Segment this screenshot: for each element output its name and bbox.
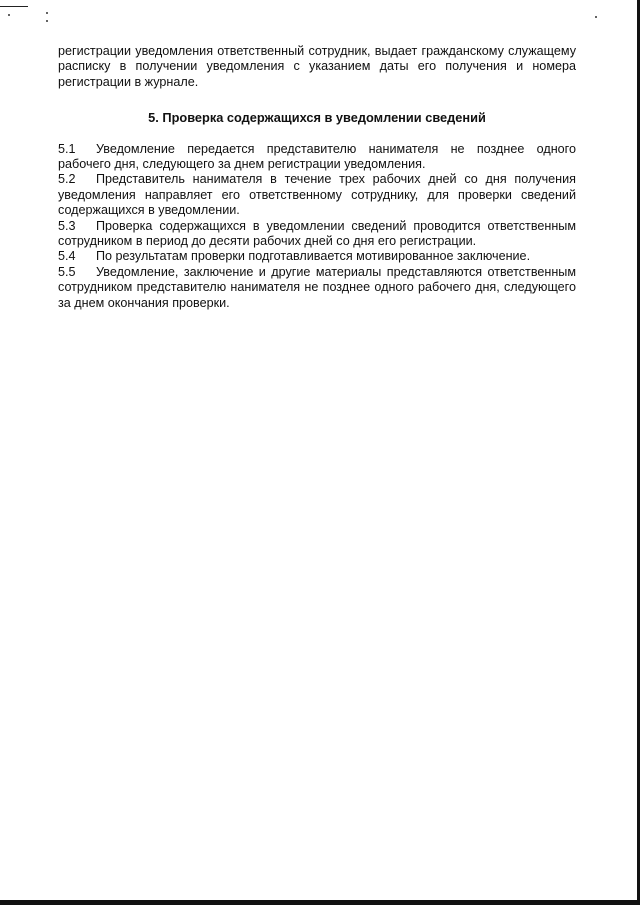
scan-artifact-line (0, 6, 28, 7)
item-text: По результатам проверки подготавливается мотивированное заключение. (96, 249, 531, 264)
item-text: Уведомление, заключение и другие материалы представляются ответственным сотрудником представителю нанимателя не позднее одного рабочего дня, следующего за днем окончания проверки. (58, 264, 576, 310)
item-number: 5.1 (58, 141, 76, 156)
list-item (58, 172, 576, 218)
item-text: Уведомление передается представителю нанимателя не позднее одного рабочего дня, следующего за днем регистрации уведомления. (58, 141, 576, 172)
scan-artifact-dot (46, 20, 48, 22)
scan-artifact-dot (46, 12, 48, 14)
scan-artifact-dot (8, 14, 10, 16)
scan-artifact-dot (595, 16, 597, 18)
numbered-list (58, 142, 576, 311)
item-text: Представитель нанимателя в течение трех рабочих дней со дня получения уведомления направляет его ответственному сотруднику, для проверки сведений содержащихся в уведомлении. (58, 172, 576, 218)
scan-edge-bottom (0, 900, 640, 905)
item-number: 5.5 (58, 264, 76, 279)
list-item (58, 249, 576, 264)
list-item (58, 265, 576, 311)
list-item (58, 219, 576, 250)
list-item (58, 142, 576, 173)
section-title: 5. Проверка содержащихся в уведомлении сведений (148, 110, 486, 126)
item-number: 5.3 (58, 218, 76, 233)
item-number: 5.4 (58, 249, 76, 264)
document-body (58, 44, 576, 311)
intro-paragraph: регистрации уведомления ответственный сотрудник, выдает гражданскому служащему расписку в получении уведомления с указанием даты его получения и номера регистрации в журнале. (58, 44, 576, 89)
item-number: 5.2 (58, 172, 76, 187)
item-text: Проверка содержащихся в уведомлении сведений проводится ответственным сотрудником в период до десяти рабочих дней со дня его регистрации. (58, 218, 576, 249)
